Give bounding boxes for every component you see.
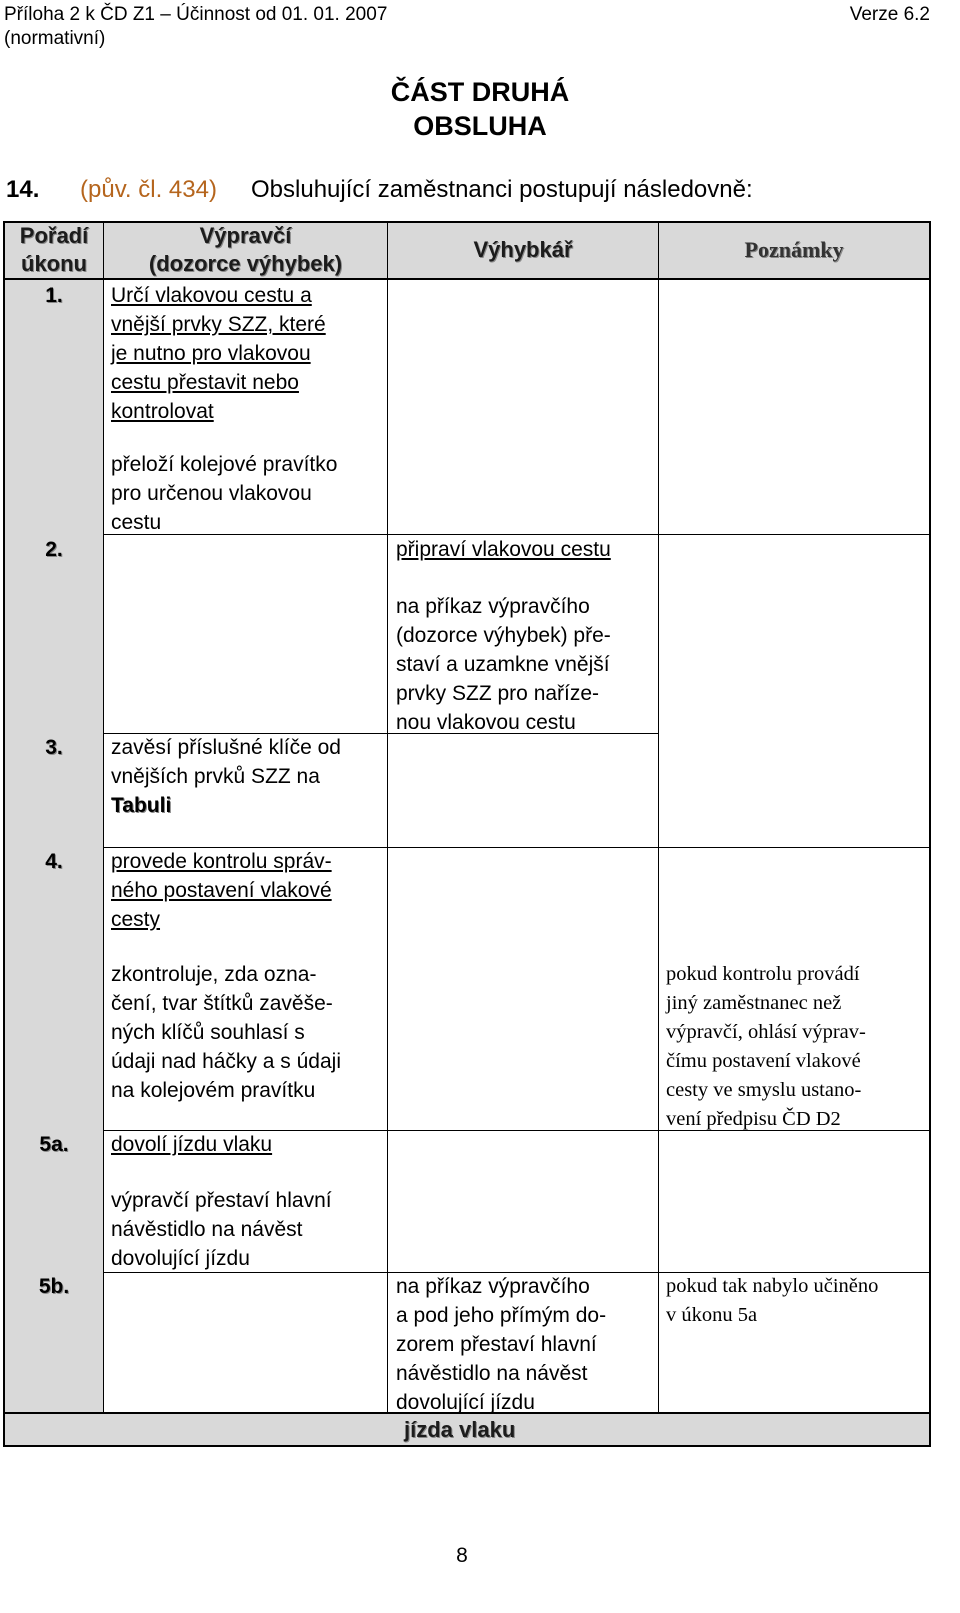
table-border-right xyxy=(929,221,931,1447)
page-number: 8 xyxy=(456,1544,468,1567)
row4-notes-line: čímu postavení vlakové xyxy=(666,1050,861,1072)
row5b-switchman-line: zorem přestaví hlavní xyxy=(396,1333,597,1356)
row5b-notes-text xyxy=(666,1272,878,1330)
row2-switchman-line: (dozorce výhybek) pře- xyxy=(396,624,611,647)
row4-dispatcher-text xyxy=(111,847,332,934)
row-number-3: 3. xyxy=(45,736,63,759)
row4-dispatcher-text2 xyxy=(111,960,341,1105)
col-sep-3 xyxy=(658,222,659,1413)
header-dispatcher-line2: (dozorce výhybek) xyxy=(148,251,343,276)
row5a-dispatcher2-line: výpravčí přestaví hlavní xyxy=(111,1189,332,1212)
row4-dispatcher2-line: zkontroluje, zda ozna- xyxy=(111,963,317,986)
row1-dispatcher-line: kontrolovat xyxy=(111,400,214,423)
row1-dispatcher-line: vnější prvky SZZ, které xyxy=(111,313,326,336)
row1-dispatcher2-line: přeloží kolejové pravítko xyxy=(111,453,338,476)
row1-dispatcher2-line: pro určenou vlakovou xyxy=(111,482,312,505)
section-number: 14. xyxy=(6,176,40,203)
row1-dispatcher-line: je nutno pro vlakovou xyxy=(111,342,311,365)
row2-switchman-line: na příkaz výpravčího xyxy=(396,595,590,618)
row4-dispatcher2-line: čení, tvar štítků zavěše- xyxy=(111,992,333,1015)
row4-dispatcher-line: ného postavení vlakové xyxy=(111,879,332,902)
row2-switchman-text: připraví vlakovou cestu xyxy=(396,538,611,561)
row3-dispatcher-line: zavěsí příslušné klíče od xyxy=(111,736,341,759)
row3-dispatcher-text xyxy=(111,733,341,820)
header-dispatcher xyxy=(104,222,387,278)
row5b-switchman-line: a pod jeho přímým do- xyxy=(396,1304,607,1327)
row5a-dispatcher2-line: dovolující jízdu xyxy=(111,1247,250,1270)
row4-notes-line: vení předpisu ČD D2 xyxy=(666,1108,841,1130)
header-left-line2: (normativní) xyxy=(4,28,106,49)
title-line1: ČÁST DRUHÁ xyxy=(390,77,570,107)
row4-notes-line: cesty ve smyslu ustano- xyxy=(666,1079,862,1101)
header-left-line1: Příloha 2 k ČD Z1 – Účinnost od 01. 01. 2007 xyxy=(4,4,388,25)
row1-dispatcher-line: cestu přestavit nebo xyxy=(111,371,299,394)
row-number-1: 1. xyxy=(45,284,63,307)
row3-dispatcher-bold: Tabuli xyxy=(111,794,172,817)
header-dispatcher-line1: Výpravčí xyxy=(199,223,292,248)
title-line2: OBSLUHA xyxy=(413,111,547,141)
footer-row-text: jízda vlaku xyxy=(404,1417,516,1442)
row2-switchman-text2 xyxy=(396,592,611,737)
row-number-4: 4. xyxy=(45,850,63,873)
row4-notes-line: jiný zaměstnanec než xyxy=(666,992,842,1014)
row5b-switchman-line: návěstidlo na návěst xyxy=(396,1362,588,1385)
header-order-line2: úkonu xyxy=(21,251,87,276)
header-order xyxy=(4,222,104,278)
row5b-switchman-line: na příkaz výpravčího xyxy=(396,1275,590,1298)
row-number-2: 2. xyxy=(45,538,63,561)
row1-dispatcher-text xyxy=(111,281,326,426)
col-sep-1 xyxy=(103,222,104,1413)
header-order-line1: Pořadí xyxy=(19,223,89,248)
row4-dispatcher-line: provede kontrolu správ- xyxy=(111,850,332,873)
row4-dispatcher2-line: na kolejovém pravítku xyxy=(111,1079,316,1102)
row-number-5b: 5b. xyxy=(38,1275,70,1298)
row4-notes-line: výpravčí, ohlásí výprav- xyxy=(666,1021,866,1043)
header-version: Verze 6.2 xyxy=(849,4,930,25)
header-switchman: Výhybkář xyxy=(473,237,573,262)
row5a-dispatcher-text: dovolí jízdu vlaku xyxy=(111,1133,273,1156)
row5b-switchman-line: dovolující jízdu xyxy=(396,1391,535,1414)
table-border-left xyxy=(3,221,5,1447)
row4-dispatcher2-line: ných klíčů souhlasí s xyxy=(111,1021,305,1044)
row-number-5a: 5a. xyxy=(39,1133,69,1156)
row5b-notes-line: pokud tak nabylo učiněno xyxy=(666,1275,879,1297)
row1-dispatcher-text2 xyxy=(111,450,337,537)
header-separator xyxy=(4,278,930,280)
row2-switchman-line: prvky SZZ pro nařízе- xyxy=(396,682,600,705)
row3-dispatcher-line: vnějších prvků SZZ na xyxy=(111,765,320,788)
row4-dispatcher-line: cesty xyxy=(111,908,161,931)
row5b-switchman-text xyxy=(396,1272,606,1417)
row4-dispatcher2-line: údaji nad háčky a s údaji xyxy=(111,1050,341,1073)
row4-notes-line: pokud kontrolu provádí xyxy=(666,963,860,985)
row5a-dispatcher-text2 xyxy=(111,1186,332,1273)
row5a-dispatcher2-line: návěstidlo na návěst xyxy=(111,1218,303,1241)
col-sep-2 xyxy=(387,222,388,1413)
header-notes: Poznámky xyxy=(744,237,844,262)
row2-switchman-line: nou vlakovou cestu xyxy=(396,711,576,734)
row1-dispatcher2-line: cestu xyxy=(111,511,162,534)
row4-notes-text xyxy=(666,960,866,1134)
row5b-notes-line: v úkonu 5a xyxy=(666,1304,758,1326)
section-ref: (pův. čl. 434) xyxy=(80,176,217,203)
section-text: Obsluhující zaměstnanci postupují následovně: xyxy=(251,176,753,203)
row2-switchman-line: staví a uzamkne vnější xyxy=(396,653,610,676)
row1-dispatcher-line: Určí vlakovou cestu a xyxy=(111,284,312,307)
order-column-bg xyxy=(4,279,104,1413)
table-border-bottom xyxy=(4,1445,930,1447)
